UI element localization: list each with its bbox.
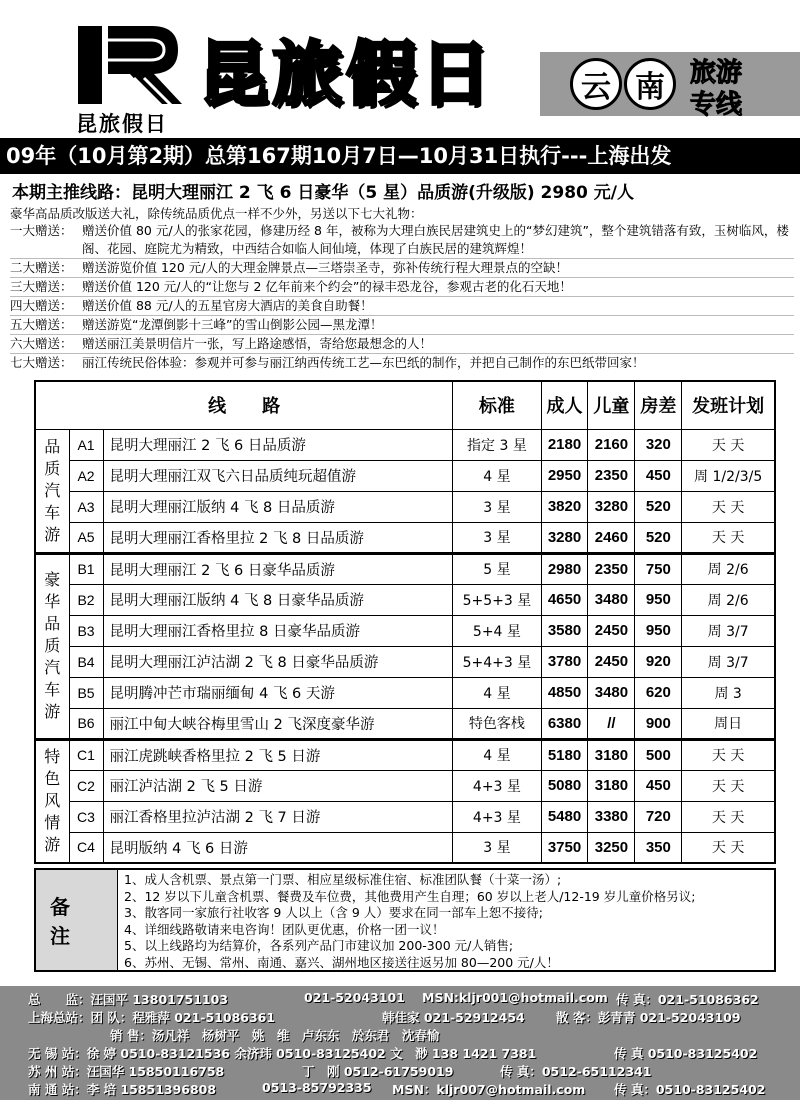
- route-code: B2: [69, 584, 103, 615]
- route-standard: 5+4 星: [453, 615, 541, 646]
- route-standard: 5+4+3 星: [453, 646, 541, 677]
- schedule: 周 2/6: [682, 584, 775, 615]
- footer-wuxi-fax: 传 真 0510-83125402: [614, 1046, 758, 1061]
- adult-price: 5080: [541, 770, 588, 801]
- adult-price: 2180: [541, 429, 588, 460]
- route-name: 昆明大理丽江泸沽湖 2 飞 8 日豪华品质游: [103, 646, 453, 677]
- gift-item: [10, 353, 794, 372]
- header-schedule: 发班计划: [682, 381, 775, 429]
- table-row: [35, 584, 775, 615]
- child-price: 3180: [588, 770, 635, 801]
- route-code: C2: [69, 770, 103, 801]
- schedule: 天 天: [682, 491, 775, 522]
- gift-name: 五大赠送：: [10, 317, 73, 332]
- route-standard: 3 星: [453, 522, 541, 553]
- gift-name: 六大赠送：: [10, 336, 73, 351]
- table-row: [35, 801, 775, 832]
- schedule: 周 2/6: [682, 553, 775, 584]
- remark-item: 4、详细线路敬请来电咨询！团队更优惠，价格一团一议！: [124, 921, 445, 937]
- route-standard: 4+3 星: [453, 801, 541, 832]
- category-cell: 豪华品质汽车游: [35, 553, 69, 739]
- schedule: 天 天: [682, 429, 775, 460]
- room-diff-price: 450: [635, 770, 682, 801]
- brand-title: 昆旅假日: [198, 33, 494, 115]
- adult-price: 3780: [541, 646, 588, 677]
- route-standard: 5 星: [453, 553, 541, 584]
- child-price: 3480: [588, 677, 635, 708]
- room-diff-price: 500: [635, 739, 682, 770]
- footer-nantong-msn: MSN：kljr007@hotmail.com: [392, 1082, 586, 1097]
- footer-nantong: 南 通 站：李 培 15851396808: [28, 1082, 217, 1097]
- route-standard: 4+3 星: [453, 770, 541, 801]
- child-price: 3380: [588, 801, 635, 832]
- header: [0, 0, 800, 138]
- room-diff-price: 920: [635, 646, 682, 677]
- gift-text: 赠送丽江美景明信片一张，写上路途感悟，寄给您最想念的人！: [82, 336, 433, 351]
- footer-row: [0, 990, 800, 1008]
- schedule: 天 天: [682, 770, 775, 801]
- issue-band: 09年（10月第2期）总第167期10月7日—10月31日执行---上海出发: [0, 138, 800, 174]
- gift-name: 四大赠送：: [10, 298, 73, 313]
- remark-item: 3、散客同一家旅行社收客 9 人以上（含 9 人）要求在同一部车上恕不接待;: [124, 905, 543, 921]
- child-price: 2460: [588, 522, 635, 553]
- gift-item: [10, 315, 794, 334]
- header-standard: 标准: [453, 381, 541, 429]
- child-price: 3480: [588, 584, 635, 615]
- footer-msn: MSN:kljr001@hotmail.com: [422, 990, 608, 1005]
- schedule: 天 天: [682, 801, 775, 832]
- gift-item: [10, 258, 794, 277]
- route-standard: 5+5+3 星: [453, 584, 541, 615]
- gift-name: 七大赠送：: [10, 355, 73, 370]
- footer-director: 总 监：汪国平 13801751103: [28, 992, 229, 1007]
- schedule: 天 天: [682, 832, 775, 863]
- child-price: 2350: [588, 460, 635, 491]
- adult-price: 2950: [541, 460, 588, 491]
- route-name: 昆明大理丽江版纳 4 飞 8 日品质游: [103, 491, 453, 522]
- route-name: 昆明大理丽江双飞六日品质纯玩超值游: [103, 460, 453, 491]
- table-header-row: [35, 381, 775, 429]
- route-name: 丽江香格里拉泸沽湖 2 飞 7 日游: [103, 801, 453, 832]
- footer-row: [0, 1062, 800, 1080]
- gift-list: [10, 222, 794, 372]
- nan-circle: 南: [624, 58, 676, 110]
- adult-price: 3750: [541, 832, 588, 863]
- footer-shanghai-han: 韩佳家 021-52912454: [382, 1010, 525, 1025]
- route-name: 昆明大理丽江版纳 4 飞 8 日豪华品质游: [103, 584, 453, 615]
- route-code: B6: [69, 708, 103, 739]
- r-logo-icon: [74, 22, 186, 108]
- table-row: [35, 522, 775, 553]
- route-code: B4: [69, 646, 103, 677]
- gift-name: 二大赠送：: [10, 260, 73, 275]
- room-diff-price: 350: [635, 832, 682, 863]
- adult-price: 6380: [541, 708, 588, 739]
- table-row: [35, 832, 775, 863]
- route-standard: 3 星: [453, 491, 541, 522]
- room-diff-price: 450: [635, 460, 682, 491]
- table-body: [35, 429, 775, 863]
- schedule: 周日: [682, 708, 775, 739]
- route-code: A2: [69, 460, 103, 491]
- header-child: 儿童: [588, 381, 635, 429]
- gift-text: 赠送价值 120 元/人的“让您与 2 亿年前来个约会”的禄丰恐龙谷，参观古老的化石天地！: [82, 279, 572, 294]
- child-price: //: [588, 708, 635, 739]
- route-name: 昆明大理丽江 2 飞 6 日品质游: [103, 429, 453, 460]
- route-code: A3: [69, 491, 103, 522]
- remark-item: 1、成人含机票、景点第一门票、相应星级标准住宿、标准团队餐（十菜一汤）;: [124, 872, 562, 887]
- route-code: C4: [69, 832, 103, 863]
- schedule: 周 3/7: [682, 615, 775, 646]
- remark-item: 6、苏州、无锡、常州、南通、嘉兴、湖州地区接送往返另加 80—200 元/人！: [124, 954, 559, 970]
- adult-price: 2980: [541, 553, 588, 584]
- footer-nantong-phone: 0513-85792335: [262, 1080, 372, 1095]
- room-diff-price: 620: [635, 677, 682, 708]
- gift-text: 赠送价值 88 元/人的五星官房大酒店的美食自助餐！: [82, 298, 373, 313]
- route-standard: 4 星: [453, 460, 541, 491]
- contact-footer: [0, 986, 800, 1100]
- gift-item: [10, 222, 794, 258]
- route-name: 昆明腾冲芒市瑞丽缅甸 4 飞 6 天游: [103, 677, 453, 708]
- schedule: 周 1/2/3/5: [682, 460, 775, 491]
- route-standard: 3 星: [453, 832, 541, 863]
- header-route: 线 路: [35, 381, 453, 429]
- route-name: 丽江虎跳峡香格里拉 2 飞 5 日游: [103, 739, 453, 770]
- route-name: 昆明大理丽江 2 飞 6 日豪华品质游: [103, 553, 453, 584]
- header-adult: 成人: [541, 381, 588, 429]
- route-code: C3: [69, 801, 103, 832]
- gift-name: 三大赠送：: [10, 279, 73, 294]
- adult-price: 4850: [541, 677, 588, 708]
- table-row: [35, 429, 775, 460]
- route-standard: 指定 3 星: [453, 429, 541, 460]
- adult-price: 3820: [541, 491, 588, 522]
- room-diff-price: 950: [635, 584, 682, 615]
- gift-item: [10, 334, 794, 353]
- gift-item: [10, 277, 794, 296]
- gift-item: [10, 296, 794, 315]
- room-diff-price: 720: [635, 801, 682, 832]
- footer-row: [0, 1044, 800, 1062]
- route-standard: 4 星: [453, 677, 541, 708]
- remarks-box: [34, 868, 776, 972]
- category-cell: 品质汽车游: [35, 429, 69, 553]
- child-price: 3250: [588, 832, 635, 863]
- remark-item: 2、12 岁以下儿童含机票、餐费及车位费，其他费用产生自理；60 岁以上老人/12-19 岁儿童价格另议;: [124, 888, 696, 904]
- footer-phone: 021-52043101: [304, 990, 405, 1005]
- gift-text: 赠送游览“龙潭倒影十三峰”的雪山倒影公园—黑龙潭！: [82, 317, 383, 332]
- route-name: 丽江中甸大峡谷梅里雪山 2 飞深度豪华游: [103, 708, 453, 739]
- category-cell: 特色风情游: [35, 739, 69, 863]
- adult-price: 3580: [541, 615, 588, 646]
- table-row: [35, 615, 775, 646]
- adult-price: 5480: [541, 801, 588, 832]
- table-row: [35, 739, 775, 770]
- footer-wuxi: 无 锡 站：徐 婷 0510-83121536 余济玮 0510-83125402 文 渺 138 1421 7381: [28, 1046, 537, 1061]
- footer-fax: 传 真：021-51086362: [616, 992, 759, 1007]
- route-name: 昆明大理丽江香格里拉 8 日豪华品质游: [103, 615, 453, 646]
- remark-item: 5、以上线路均为结算价，各系列产品门市建议加 200-300 元/人销售;: [124, 938, 514, 954]
- tour-label-2: 专线: [690, 90, 743, 120]
- route-code: B3: [69, 615, 103, 646]
- route-price-table: [34, 380, 776, 864]
- header-room-diff: 房差: [635, 381, 682, 429]
- table-row: [35, 770, 775, 801]
- footer-row: [0, 1026, 800, 1044]
- gift-text: 赠送价值 80 元/人的张家花园，修建历经 8 年，被称为大理白族民居建筑史上的“梦幻建筑”，整个建筑错落有致，玉树临风，楼阁、花园、庭院尤为精致，中西结合如临人间仙境，体现了白族民居的建筑辉煌！: [82, 223, 789, 256]
- route-code: A5: [69, 522, 103, 553]
- child-price: 2450: [588, 646, 635, 677]
- gift-text: 赠送游览价值 120 元/人的大理金牌景点—三塔崇圣寺，弥补传统行程大理景点的空缺！: [82, 260, 569, 275]
- child-price: 2450: [588, 615, 635, 646]
- table-row: [35, 460, 775, 491]
- table-row: [35, 677, 775, 708]
- route-name: 昆明大理丽江香格里拉 2 飞 8 日品质游: [103, 522, 453, 553]
- route-code: C1: [69, 739, 103, 770]
- footer-nantong-fax: 传 真：0510-83125402: [614, 1082, 766, 1097]
- route-standard: 4 星: [453, 739, 541, 770]
- schedule: 周 3/7: [682, 646, 775, 677]
- yun-circle: 云: [570, 58, 622, 110]
- route-standard: 特色客栈: [453, 708, 541, 739]
- schedule: 天 天: [682, 522, 775, 553]
- gift-text: 丽江传统民俗体验：参观并可参与丽江纳西传统工艺—东巴纸的制作，并把自己制作的东巴纸带回家！: [82, 355, 645, 370]
- footer-suzhou-fax: 传 真：0512-65112341: [500, 1064, 652, 1079]
- footer-suzhou-ding: 丁 刚 0512-61759019: [302, 1064, 454, 1079]
- adult-price: 3280: [541, 522, 588, 553]
- gifts-intro: 豪华高品质改版送大礼，除传统品质优点一样不少外，另送以下七大礼物：: [10, 206, 423, 221]
- room-diff-price: 520: [635, 522, 682, 553]
- remarks-label: 备注: [36, 870, 118, 970]
- footer-row: [0, 1080, 800, 1098]
- adult-price: 5180: [541, 739, 588, 770]
- schedule: 天 天: [682, 739, 775, 770]
- route-code: A1: [69, 429, 103, 460]
- footer-sales: 销 售：汤凡祥 杨树平 姚 维 卢东东 於东君 沈春愉: [110, 1028, 440, 1043]
- room-diff-price: 520: [635, 491, 682, 522]
- logo-text: 昆旅假日: [76, 111, 168, 136]
- child-price: 3180: [588, 739, 635, 770]
- tour-label-1: 旅游: [690, 58, 743, 88]
- route-code: B1: [69, 553, 103, 584]
- table-row: [35, 553, 775, 584]
- room-diff-price: 320: [635, 429, 682, 460]
- main-route: 本期主推线路：昆明大理丽江 2 飞 6 日豪华（5 星）品质游(升级版) 2980 元/人: [12, 183, 634, 203]
- table-row: [35, 708, 775, 739]
- schedule: 周 3: [682, 677, 775, 708]
- route-name: 丽江泸沽湖 2 飞 5 日游: [103, 770, 453, 801]
- table-row: [35, 491, 775, 522]
- footer-row: [0, 1008, 800, 1026]
- child-price: 3280: [588, 491, 635, 522]
- room-diff-price: 750: [635, 553, 682, 584]
- footer-suzhou: 苏 州 站：汪国华 15850116758: [28, 1064, 225, 1079]
- table-row: [35, 646, 775, 677]
- room-diff-price: 950: [635, 615, 682, 646]
- gift-name: 一大赠送：: [10, 223, 73, 238]
- child-price: 2160: [588, 429, 635, 460]
- remarks-list: [118, 870, 774, 970]
- route-code: B5: [69, 677, 103, 708]
- adult-price: 4650: [541, 584, 588, 615]
- footer-shanghai-group: 上海总站：团 队：程雅萍 021-51086361: [28, 1010, 276, 1025]
- child-price: 2350: [588, 553, 635, 584]
- room-diff-price: 900: [635, 708, 682, 739]
- footer-shanghai-retail: 散 客：彭青青 021-52043109: [556, 1010, 741, 1025]
- route-name: 昆明版纳 4 飞 6 日游: [103, 832, 453, 863]
